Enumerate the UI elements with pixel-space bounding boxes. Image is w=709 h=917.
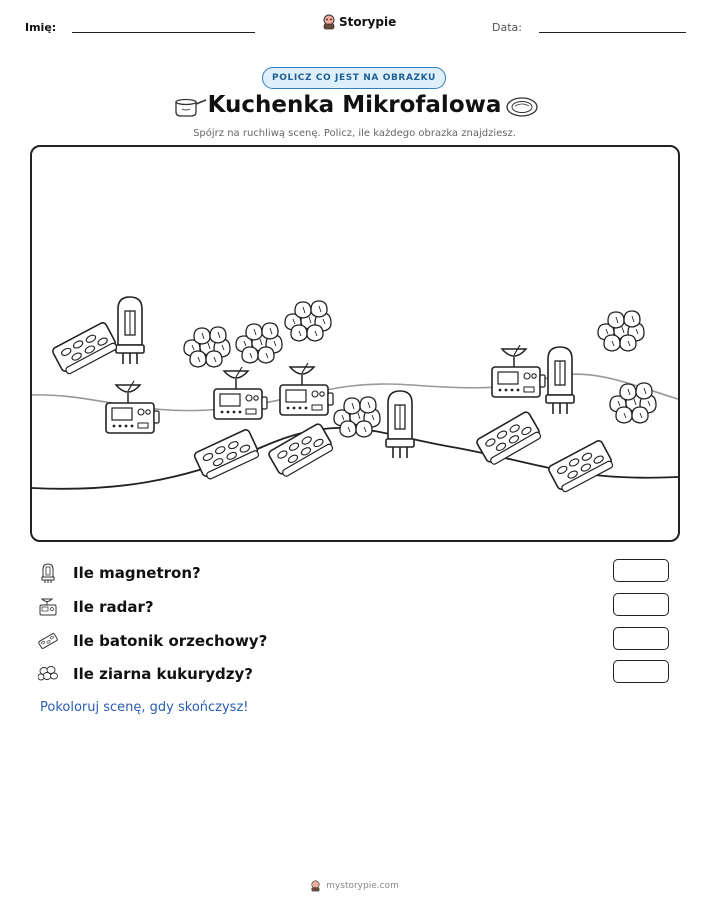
magnetron — [386, 391, 414, 458]
storypie-mascot-icon — [310, 880, 321, 892]
scene-illustration — [32, 147, 678, 540]
nut-bar — [51, 321, 118, 376]
corn-kernels — [236, 323, 282, 363]
footer-site-url[interactable]: mystorypie.com — [326, 881, 399, 891]
radar — [106, 381, 159, 433]
answer-box-nut-bar[interactable] — [613, 627, 669, 650]
magnetron-icon — [38, 562, 58, 584]
magnetron — [546, 347, 574, 414]
date-field[interactable] — [539, 32, 686, 33]
corn-kernels-icon — [38, 662, 58, 684]
radar — [492, 345, 545, 397]
radar-icon — [38, 596, 58, 618]
instructions-text: Spójrz na ruchliwą scenę. Policz, ile każdego obrazka znajdziesz. — [193, 128, 516, 139]
nut-bar — [268, 423, 335, 479]
answer-box-magnetron[interactable] — [613, 559, 669, 582]
corn-kernels — [184, 327, 230, 367]
name-field[interactable] — [72, 32, 255, 33]
storypie-mascot-icon — [322, 14, 336, 30]
corn-kernels — [285, 301, 331, 341]
corn-kernels — [610, 383, 656, 423]
nut-bar — [193, 429, 260, 482]
radar — [214, 367, 267, 419]
instruction-badge: POLICZ CO JEST NA OBRAZKU — [262, 67, 446, 89]
coloring-note: Pokoloruj scenę, gdy skończysz! — [40, 700, 249, 715]
footer — [0, 880, 709, 892]
question-nut-bar: Ile batonik orzechowy? — [73, 632, 268, 650]
nut-bar — [547, 439, 614, 494]
counting-scene — [30, 145, 680, 542]
nut-bar-icon — [38, 630, 58, 652]
question-corn-kernels: Ile ziarna kukurydzy? — [73, 665, 253, 683]
question-magnetron: Ile magnetron? — [73, 564, 201, 582]
page-title: Kuchenka Mikrofalowa — [207, 92, 502, 118]
answer-box-corn-kernels[interactable] — [613, 660, 669, 683]
date-label: Data: — [492, 21, 522, 34]
brand-logo — [322, 14, 396, 30]
question-radar: Ile radar? — [73, 598, 154, 616]
corn-kernels — [598, 311, 644, 351]
magnetron — [116, 297, 144, 364]
brand-name: Storypie — [339, 15, 397, 29]
answer-box-radar[interactable] — [613, 593, 669, 616]
radar — [280, 363, 333, 415]
plate-icon — [505, 96, 539, 118]
name-label: Imię: — [25, 21, 57, 34]
